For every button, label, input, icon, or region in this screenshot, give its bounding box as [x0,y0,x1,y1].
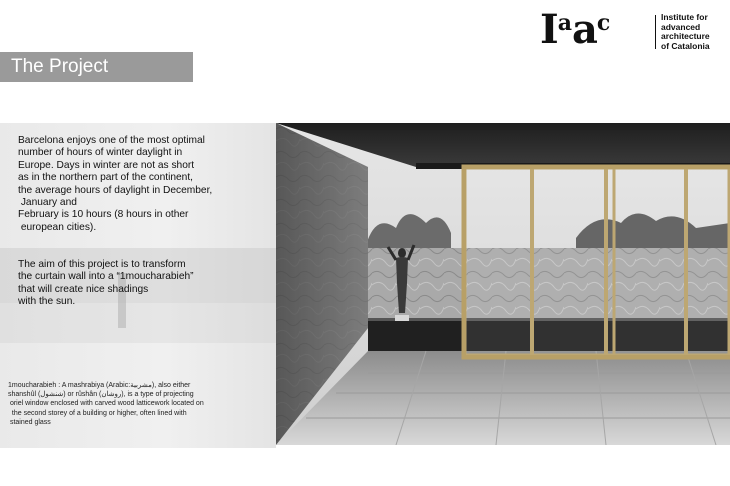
ghost-floor [0,303,276,343]
logo-line-1: Institute for [661,12,708,22]
logo-line-4: of Catalonia [661,40,710,51]
logo-line-3: architecture [661,31,710,41]
paragraph-daylight: Barcelona enjoys one of the most optimal number of hours of winter daylight in Europe. Days in winter are not as short as in the northern part of the continent, the average hours of daylight in December, January and February is 10 hours (8 hours in other european cities). [18,135,213,233]
page-title: The Project [11,56,109,77]
logo-divider [655,15,656,49]
logo-text [661,13,730,51]
footnote-moucharabieh: 1moucharabieh : A mashrabiya (Arabic:مشربية), also either shanshûl (شنشول) or rûshân (روشان), is a type of projecting oriel window enclosed with carved wood latticework located on the second storey of a building or higher, often lined with stained glass [8,382,204,426]
paragraph-aim: The aim of this project is to transform the curtain wall into a “1moucharabieh” that will create nice shadings with the sun. [18,259,194,308]
iaac-logo-mark: Iaac [540,6,611,53]
title-bar [0,52,193,82]
logo-line-2: advanced [661,21,701,32]
pavilion-photo [276,123,730,445]
